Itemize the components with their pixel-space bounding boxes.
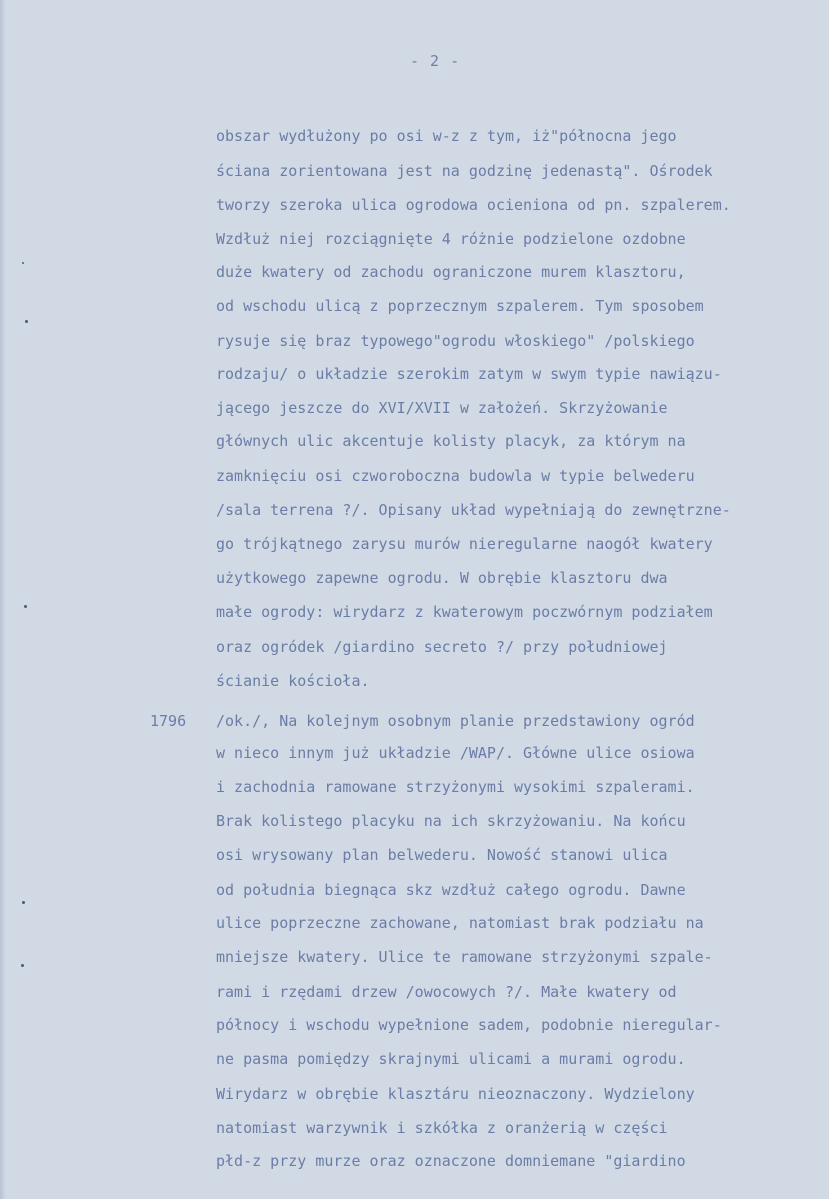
- text-line: płd-z przy murze oraz oznaczone domniemane "giardino: [216, 1152, 686, 1170]
- text-line: ulice poprzeczne zachowane, natomiast brak podziału na: [216, 914, 704, 932]
- paper-speck: [22, 901, 25, 904]
- text-line: Wirydarz w obrębie klasztáru nieoznaczony. Wydzielony: [216, 1085, 695, 1103]
- text-line: rodzaju/ o układzie szerokim zatym w swym typie nawiązu-: [216, 365, 722, 383]
- paper-speck: [25, 320, 28, 323]
- text-line: małe ogrody: wirydarz z kwaterowym poczwórnym podziałem: [216, 603, 713, 621]
- text-line: ne pasma pomiędzy skrajnymi ulicami a murami ogrodu.: [216, 1050, 686, 1068]
- text-line: od wschodu ulicą z poprzecznym szpalerem. Tym sposobem: [216, 297, 704, 315]
- text-line: głównych ulic akcentuje kolisty placyk, za którym na: [216, 432, 686, 450]
- text-line: duże kwatery od zachodu ograniczone murem klasztoru,: [216, 263, 686, 281]
- text-line: obszar wydłużony po osi w-z z tym, iż"północna jego: [216, 127, 677, 145]
- text-line: rysuje się braz typowego"ogrodu włoskiego" /polskiego: [216, 332, 695, 350]
- text-line: użytkowego zapewne ogrodu. W obrębie klasztoru dwa: [216, 569, 668, 587]
- text-line: ścianie kościoła.: [216, 672, 370, 690]
- text-line: mniejsze kwatery. Ulice te ramowane strzyżonymi szpale-: [216, 948, 713, 966]
- text-line: i zachodnia ramowane strzyżonymi wysokimi szpalerami.: [216, 778, 695, 796]
- text-line: natomiast warzywnik i szkółka z oranżerią w części: [216, 1119, 668, 1137]
- text-line: północy i wschodu wypełnione sadem, podobnie nieregular-: [216, 1016, 722, 1034]
- paper-speck: [22, 262, 24, 264]
- paper-speck: [24, 605, 27, 608]
- page-number: - 2 -: [410, 52, 461, 70]
- paper-speck: [21, 964, 24, 967]
- text-line: /sala terrena ?/. Opisany układ wypełniają do zewnętrzne-: [216, 501, 731, 519]
- text-line: tworzy szeroka ulica ogrodowa ocieniona od pn. szpalerem.: [216, 196, 731, 214]
- page-edge-shadow: [0, 0, 6, 1199]
- text-line: od południa biegnąca skz wzdłuż całego ogrodu. Dawne: [216, 881, 686, 899]
- text-line: /ok./, Na kolejnym osobnym planie przedstawiony ogród: [216, 712, 695, 730]
- text-line: w nieco innym już układzie /WAP/. Główne ulice osiowa: [216, 744, 695, 762]
- text-line: jącego jeszcze do XVI/XVII w założeń. Skrzyżowanie: [216, 399, 668, 417]
- text-line: Brak kolistego placyku na ich skrzyżowaniu. Na końcu: [216, 812, 686, 830]
- text-line: zamknięciu osi czworoboczna budowla w typie belwederu: [216, 467, 695, 485]
- text-line: go trójkątnego zarysu murów nieregularne naogół kwatery: [216, 535, 713, 553]
- text-line: ściana zorientowana jest na godzinę jedenastą". Ośrodek: [216, 162, 713, 180]
- text-line: oraz ogródek /giardino secreto ?/ przy południowej: [216, 638, 668, 656]
- text-line: osi wrysowany plan belwederu. Nowość stanowi ulica: [216, 846, 668, 864]
- text-line: rami i rzędami drzew /owocowych ?/. Małe kwatery od: [216, 983, 677, 1001]
- year-label: 1796: [150, 712, 187, 730]
- text-line: Wzdłuż niej rozciągnięte 4 różnie podzielone ozdobne: [216, 230, 686, 248]
